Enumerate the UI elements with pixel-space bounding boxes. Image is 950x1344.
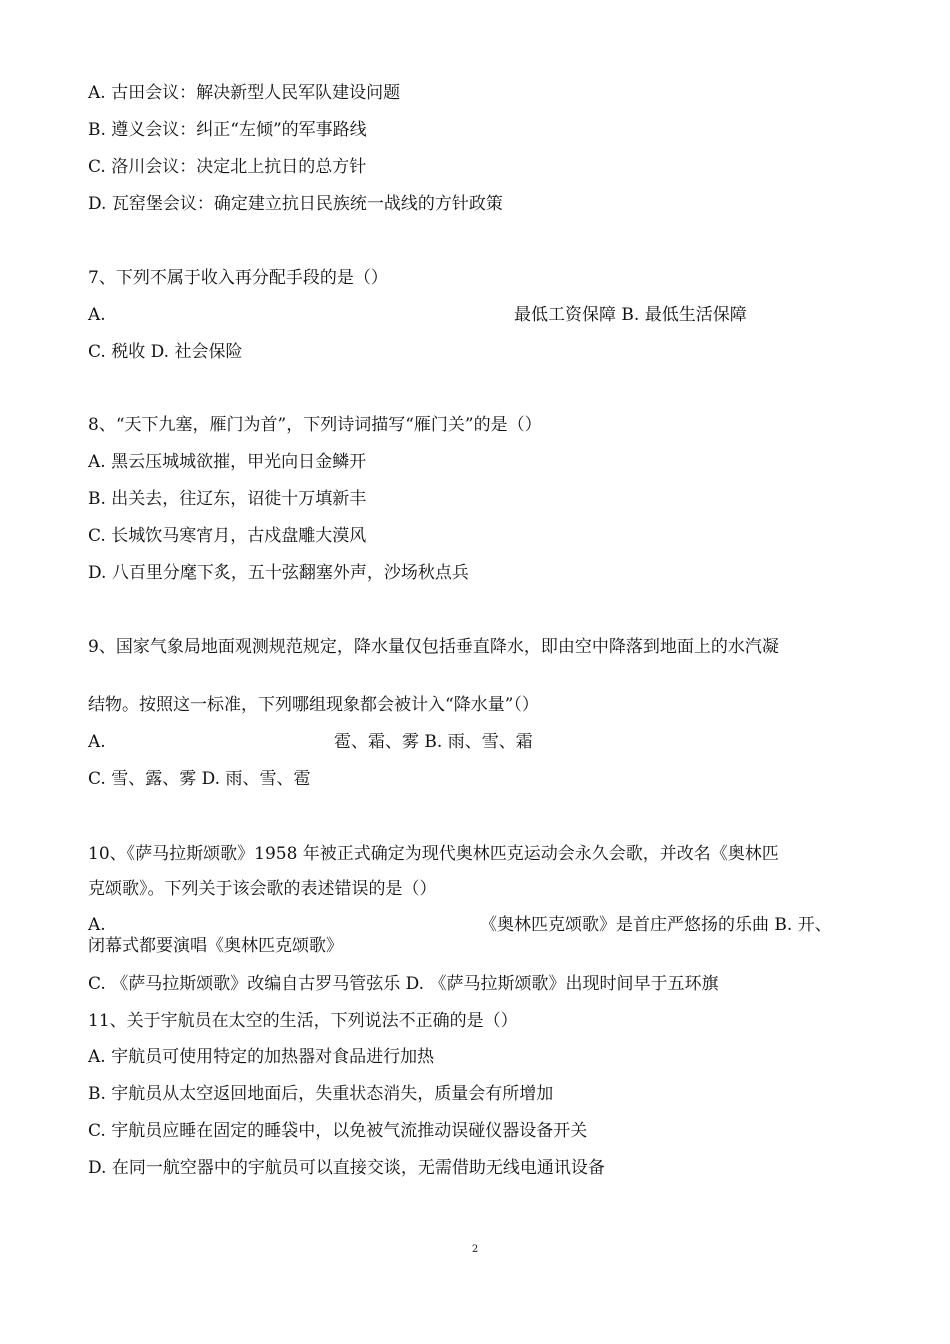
q10-options-ab: 《奥林匹克颂歌》是首庄严悠扬的乐曲 B. 开、 — [480, 915, 832, 935]
q8-option-d: D. 八百里分麾下炙，五十弦翻塞外声，沙场秋点兵 — [88, 563, 469, 583]
q10-options-cd: C. 《萨马拉斯颂歌》改编自古罗马管弦乐 D. 《萨马拉斯颂歌》出现时间早于五环旗 — [88, 974, 719, 994]
q9-stem-line-2: 结物。按照这一标准，下列哪组现象都会被计入“降水量”（） — [88, 695, 539, 715]
q10-stem-line-1: 10、《萨马拉斯颂歌》1958 年被正式确定为现代奥林匹克运动会永久会歌，并改名《奥林匹 — [88, 844, 779, 864]
q7-stem: 7、下列不属于收入再分配手段的是（） — [88, 268, 388, 288]
q6-option-a: A. 古田会议：解决新型人民军队建设问题 — [88, 83, 401, 103]
q7-options-ab: 最低工资保障 B. 最低生活保障 — [514, 305, 747, 325]
q10-stem-line-2: 克颂歌》。下列关于该会歌的表述错误的是（） — [88, 879, 437, 899]
page-number: 2 — [471, 1244, 479, 1255]
q8-option-b: B. 出关去，往辽东，诏徙十万填新丰 — [88, 489, 367, 509]
q7-option-a-label: A. — [88, 305, 106, 325]
q7-options-cd: C. 税收 D. 社会保险 — [88, 342, 243, 362]
q6-option-d: D. 瓦窑堡会议：确定建立抗日民族统一战线的方针政策 — [88, 194, 503, 214]
q11-option-c: C. 宇航员应睡在固定的睡袋中，以免被气流推动误碰仪器设备开关 — [88, 1121, 588, 1141]
q8-stem: 8、“天下九塞，雁门为首”，下列诗词描写“雁门关”的是（） — [88, 415, 542, 435]
q9-options-cd: C. 雪、露、雾 D. 雨、雪、雹 — [88, 769, 311, 789]
q10-option-a-label: A. — [88, 915, 106, 935]
q9-stem-line-1: 9、国家气象局地面观测规范规定，降水量仅包括垂直降水，即由空中降落到地面上的水汽凝 — [88, 637, 779, 657]
q11-option-b: B. 宇航员从太空返回地面后，失重状态消失，质量会有所增加 — [88, 1084, 554, 1104]
q6-option-b: B. 遵义会议：纠正“左倾”的军事路线 — [88, 120, 367, 140]
q10-option-b-continuation: 闭幕式都要演唱《奥林匹克颂歌》 — [88, 936, 343, 956]
q11-option-d: D. 在同一航空器中的宇航员可以直接交谈，无需借助无线电通讯设备 — [88, 1158, 605, 1178]
q8-option-c: C. 长城饮马寒宵月，古戍盘雕大漠风 — [88, 526, 367, 546]
q6-option-c: C. 洛川会议：决定北上抗日的总方针 — [88, 157, 367, 177]
q9-option-a-label: A. — [88, 732, 106, 752]
q11-stem: 11、关于宇航员在太空的生活，下列说法不正确的是（） — [88, 1011, 518, 1031]
q8-option-a: A. 黑云压城城欲摧，甲光向日金鳞开 — [88, 452, 367, 472]
q11-option-a: A. 宇航员可使用特定的加热器对食品进行加热 — [88, 1047, 435, 1067]
q9-options-ab: 雹、霜、雾 B. 雨、雪、霜 — [334, 732, 533, 752]
